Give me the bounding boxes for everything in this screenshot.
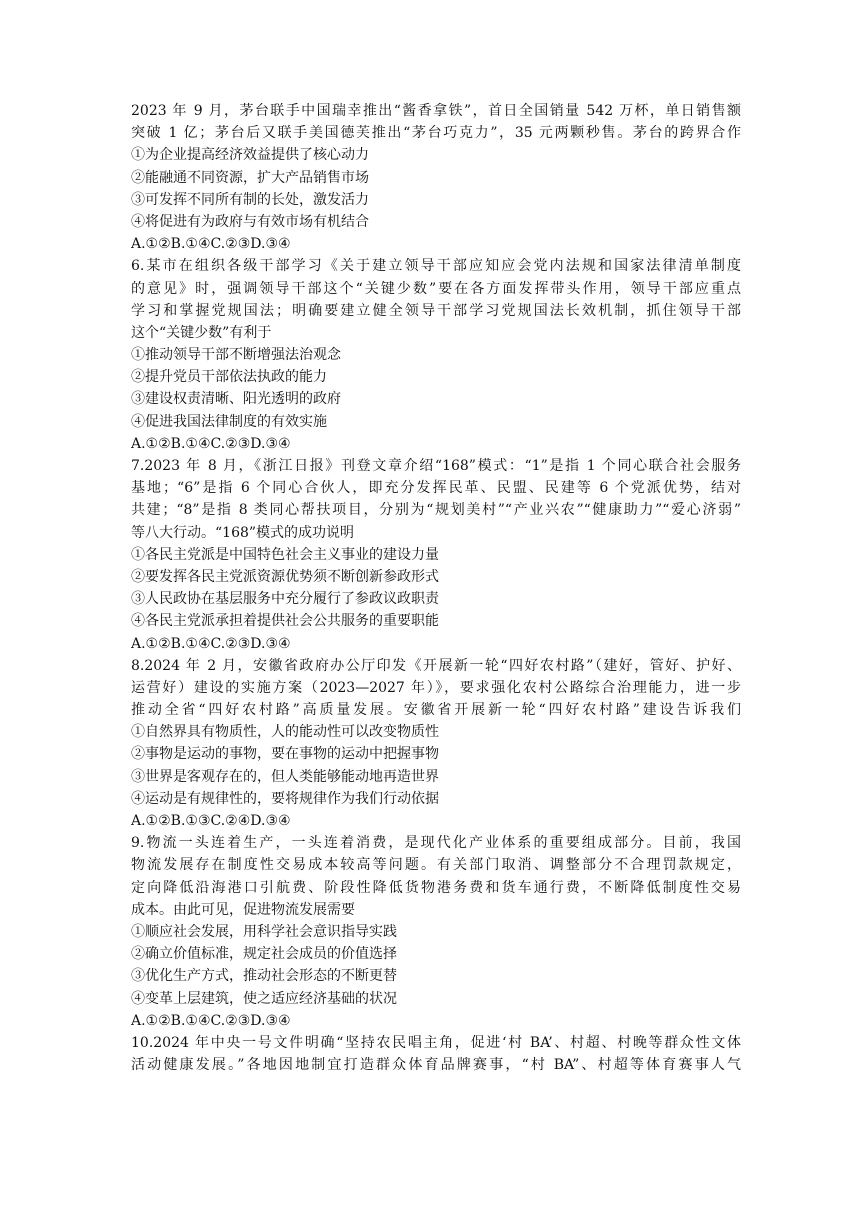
text-line: 物流发展存在制度性交易成本较高等问题。有关部门取消、调整部分不合理罚款规定， — [131, 857, 741, 874]
text-line: ①自然界具有物质性，人的能动性可以改变物质性 — [131, 724, 439, 741]
text-line: ②事物是运动的事物，要在事物的运动中把握事物 — [131, 746, 439, 763]
text-line: ④各民主党派承担着提供社会公共服务的重要职能 — [131, 613, 439, 630]
text-line: 8.2024 年 2 月，安徽省政府办公厅印发《开展新一轮“四好农村路”（建好，管好、护好、 — [131, 657, 741, 674]
text-line: ①推动领导干部不断增强法治观念 — [131, 347, 341, 364]
text-line: ④将促进有为政府与有效市场有机结合 — [131, 213, 369, 230]
text-line: ③建设权责清晰、阳光透明的政府 — [131, 391, 341, 408]
text-line: 等八大行动。“168”模式的成功说明 — [131, 524, 355, 541]
text-line: 的意见》时，强调领导干部这个“关键少数”要在各方面发挥带头作用，领导干部应重点 — [131, 280, 741, 297]
text-line: A.①②B.①④C.②③D.③④ — [131, 635, 291, 652]
text-line: 7.2023 年 8 月，《浙江日报》刊登文章介绍“168”模式：“1”是指 1 个同心联合社会服务 — [131, 458, 741, 474]
text-line: 活动健康发展。”各地因地制宜打造群众体育品牌赛事，“村 BA”、村超等体育赛事人气 — [131, 1057, 741, 1074]
text-line: 9.物流一头连着生产，一头连着消费，是现代化产业体系的重要组成部分。目前，我国 — [131, 835, 741, 852]
text-line: 推动全省“四好农村路”高质量发展。安徽省开展新一轮“四好农村路”建设告诉我们 — [131, 702, 741, 719]
text-line: 成本。由此可见，促进物流发展需要 — [131, 901, 355, 918]
text-line: 10.2024 年中央一号文件明确“坚持农民唱主角，促进‘村 BA’、村超、村晚等群众性文体 — [131, 1034, 741, 1051]
text-line: 定向降低沿海港口引航费、阶段性降低货物港务费和货车通行费，不断降低制度性交易 — [131, 879, 741, 896]
text-line: ④变革上层建筑，使之适应经济基础的状况 — [131, 990, 397, 1007]
text-line: A.①②B.①④C.②③D.③④ — [131, 236, 291, 253]
text-line: ②提升党员干部依法执政的能力 — [131, 369, 327, 386]
text-line: A.①②B.①③C.②④D.③④ — [131, 813, 291, 829]
text-line: ②确立价值标准，规定社会成员的价值选择 — [131, 946, 397, 963]
text-line: 运营好）建设的实施方案（2023—2027 年）》，要求强化农村公路综合治理能力，进一步 — [131, 679, 741, 696]
text-line: 2023 年 9 月，茅台联手中国瑞幸推出“酱香拿铁”，首日全国销量 542 万杯，单日销售额 — [131, 103, 741, 119]
text-line: ②要发挥各民主党派资源优势须不断创新参政形式 — [131, 568, 439, 585]
document-page — [131, 100, 741, 1076]
text-line: ③人民政协在基层服务中充分履行了参政议政职责 — [131, 591, 439, 608]
text-line: 突破 1 亿；茅台后又联手美国德芙推出“茅台巧克力”，35 元两颗秒售。茅台的跨界合作 — [131, 125, 741, 142]
text-line: 这个“关键少数”有利于 — [131, 324, 272, 341]
text-line: ④促进我国法律制度的有效实施 — [131, 413, 327, 430]
text-line: ②能融通不同资源，扩大产品销售市场 — [131, 169, 369, 186]
text-line: A.①②B.①④C.②③D.③④ — [131, 1012, 291, 1029]
text-line: ③世界是客观存在的，但人类能够能动地再造世界 — [131, 768, 439, 785]
text-line: ①顺应社会发展，用科学社会意识指导实践 — [131, 923, 397, 940]
text-line: ④运动是有规律性的，要将规律作为我们行动依据 — [131, 790, 439, 807]
text-line: ③优化生产方式，推动社会形态的不断更替 — [131, 968, 397, 985]
text-line: 6.某市在组织各级干部学习《关于建立领导干部应知应会党内法规和国家法律清单制度 — [131, 258, 741, 275]
text-line: 共建；“8”是指 8 类同心帮扶项目，分别为“规划美村”“产业兴农”“健康助力”“爱心济弱” — [131, 502, 741, 519]
text-line: ①为企业提高经济效益提供了核心动力 — [131, 147, 369, 164]
text-line: 基地；“6”是指 6 个同心合伙人，即充分发挥民革、民盟、民建等 6 个党派优势，结对 — [131, 480, 741, 497]
text-line: ③可发挥不同所有制的长处，激发活力 — [131, 191, 369, 208]
text-line: A.①②B.①④C.②③D.③④ — [131, 435, 291, 452]
text-line: ①各民主党派是中国特色社会主义事业的建设力量 — [131, 546, 439, 563]
text-line: 学习和掌握党规国法；明确要建立健全领导干部学习党规国法长效机制，抓住领导干部 — [131, 302, 741, 319]
